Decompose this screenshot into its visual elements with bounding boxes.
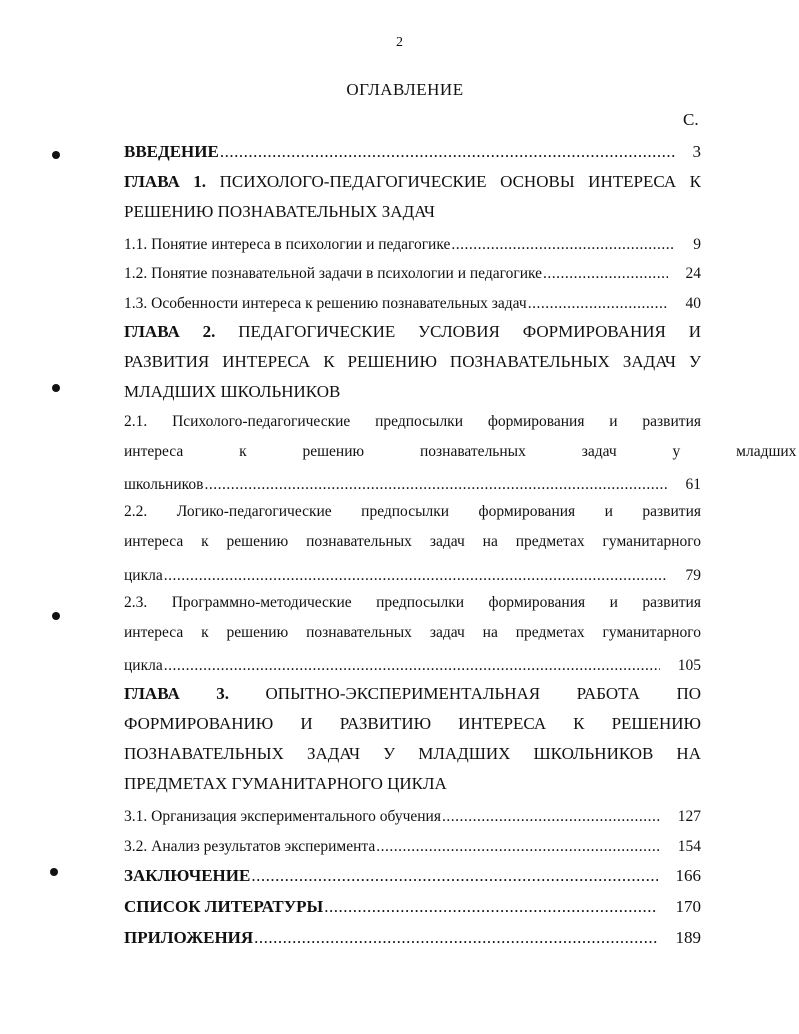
toc-entry-1-2[interactable] — [124, 259, 701, 283]
toc-entry-2-1-line-2: интереса к решению познавательных задач у младших — [124, 443, 797, 460]
toc-entry-page: 105 — [677, 657, 701, 674]
toc-entry-page: 189 — [675, 928, 701, 947]
toc-entry-page: 3 — [692, 142, 701, 161]
toc-entry-2-3-line-2: интереса к решению познавательных задач на предметах гуманитарного — [124, 624, 701, 641]
toc-entry-page: 79 — [685, 567, 701, 584]
toc-entry-1-1[interactable] — [124, 230, 701, 254]
toc-entry-intro[interactable] — [124, 138, 701, 162]
margin-bullet-icon — [52, 384, 60, 392]
toc-entry-label: цикла — [124, 657, 163, 674]
toc-entry-label: цикла — [124, 567, 163, 584]
toc-title: ОГЛАВЛЕНИЕ — [346, 80, 464, 99]
leader-dots — [543, 265, 667, 283]
toc-chapter-2-line-3: МЛАДШИХ ШКОЛЬНИКОВ — [124, 382, 341, 401]
toc-chapter-3-line-4: ПРЕДМЕТАХ ГУМАНИТАРНОГО ЦИКЛА — [124, 774, 447, 793]
toc-entry-appendices[interactable] — [124, 924, 701, 948]
leader-dots — [220, 142, 675, 162]
margin-bullet-icon — [52, 151, 60, 159]
toc-entry-references[interactable] — [124, 893, 701, 917]
toc-entry-page: 154 — [677, 838, 701, 855]
leader-dots — [164, 567, 668, 585]
toc-entry-label: 3.1. Организация экспериментального обучения — [124, 808, 441, 825]
toc-chapter-3-line-3: ПОЗНАВАТЕЛЬНЫХ ЗАДАЧ У МЛАДШИХ ШКОЛЬНИКОВ НА — [124, 744, 701, 763]
leader-dots — [376, 838, 660, 856]
toc-entry-2-2-line-2: интереса к решению познавательных задач на предметах гуманитарного — [124, 533, 701, 550]
toc-chapter-2-line-1[interactable] — [124, 320, 701, 344]
toc-entry-page: 24 — [685, 265, 701, 282]
margin-bullet-icon — [52, 612, 60, 620]
toc-entry-label: 1.1. Понятие интереса в психологии и педагогике — [124, 236, 451, 253]
toc-entry-2-1[interactable] — [124, 470, 701, 494]
toc-entry-label: школьников — [124, 476, 204, 493]
toc-entry-2-2[interactable] — [124, 561, 701, 585]
page-column-header: С. — [683, 110, 699, 129]
toc-entry-2-2-line-1[interactable]: 2.2. Логико-педагогические предпосылки формирования и развития — [124, 503, 701, 520]
toc-entry-2-3-line-1[interactable]: 2.3. Программно-методические предпосылки формирования и развития — [124, 594, 701, 611]
toc-entry-label: ВВЕДЕНИЕ — [124, 142, 219, 161]
toc-entry-3-1[interactable] — [124, 802, 701, 826]
leader-dots — [451, 236, 675, 254]
page-number: 2 — [396, 35, 403, 50]
toc-entry-3-2[interactable] — [124, 832, 701, 856]
toc-entry-label: ПРИЛОЖЕНИЯ — [124, 928, 254, 947]
chapter-title: ПЕДАГОГИЧЕСКИЕ УСЛОВИЯ ФОРМИРОВАНИЯ И — [238, 322, 701, 341]
toc-entry-page: 9 — [693, 236, 701, 253]
toc-entry-label: 1.3. Особенности интереса к решению познавательных задач — [124, 295, 527, 312]
leader-dots — [204, 476, 667, 494]
leader-dots — [164, 657, 660, 675]
toc-chapter-3-line-2: ФОРМИРОВАНИЮ И РАЗВИТИЮ ИНТЕРЕСА К РЕШЕНИЮ — [124, 714, 701, 733]
toc-entry-label: ЗАКЛЮЧЕНИЕ — [124, 866, 251, 885]
toc-entry-page: 166 — [675, 866, 701, 885]
toc-entry-label: СПИСОК ЛИТЕРАТУРЫ — [124, 897, 324, 916]
toc-entry-2-3[interactable] — [124, 651, 701, 675]
toc-entry-conclusion[interactable] — [124, 862, 701, 886]
toc-chapter-1-line-2: РЕШЕНИЮ ПОЗНАВАТЕЛЬНЫХ ЗАДАЧ — [124, 202, 435, 221]
toc-entry-page: 127 — [677, 808, 701, 825]
toc-entry-2-1-line-1[interactable]: 2.1. Психолого-педагогические предпосылки формирования и развития — [124, 413, 701, 430]
toc-entry-page: 170 — [675, 897, 701, 916]
chapter-title: ПСИХОЛОГО-ПЕДАГОГИЧЕСКИЕ ОСНОВЫ ИНТЕРЕСА К — [219, 172, 701, 191]
toc-entry-label: 3.2. Анализ результатов эксперимента — [124, 838, 376, 855]
leader-dots — [528, 295, 668, 313]
chapter-title: ОПЫТНО-ЭКСПЕРИМЕНТАЛЬНАЯ РАБОТА ПО — [265, 684, 701, 703]
leader-dots — [254, 928, 657, 948]
leader-dots — [324, 897, 657, 917]
chapter-number: ГЛАВА 3. — [124, 684, 229, 703]
toc-chapter-1-line-1[interactable] — [124, 170, 701, 194]
toc-entry-label: 1.2. Понятие познавательной задачи в психологии и педагогике — [124, 265, 543, 282]
leader-dots — [442, 808, 660, 826]
toc-entry-page: 40 — [685, 295, 701, 312]
chapter-number: ГЛАВА 1. — [124, 172, 207, 191]
toc-chapter-2-line-2: РАЗВИТИЯ ИНТЕРЕСА К РЕШЕНИЮ ПОЗНАВАТЕЛЬНЫХ ЗАДАЧ У — [124, 352, 701, 371]
leader-dots — [251, 866, 657, 886]
toc-entry-page: 61 — [685, 476, 701, 493]
margin-bullet-icon — [50, 868, 58, 876]
toc-entry-1-3[interactable] — [124, 289, 701, 313]
chapter-number: ГЛАВА 2. — [124, 322, 216, 341]
toc-chapter-3-line-1[interactable] — [124, 682, 701, 706]
